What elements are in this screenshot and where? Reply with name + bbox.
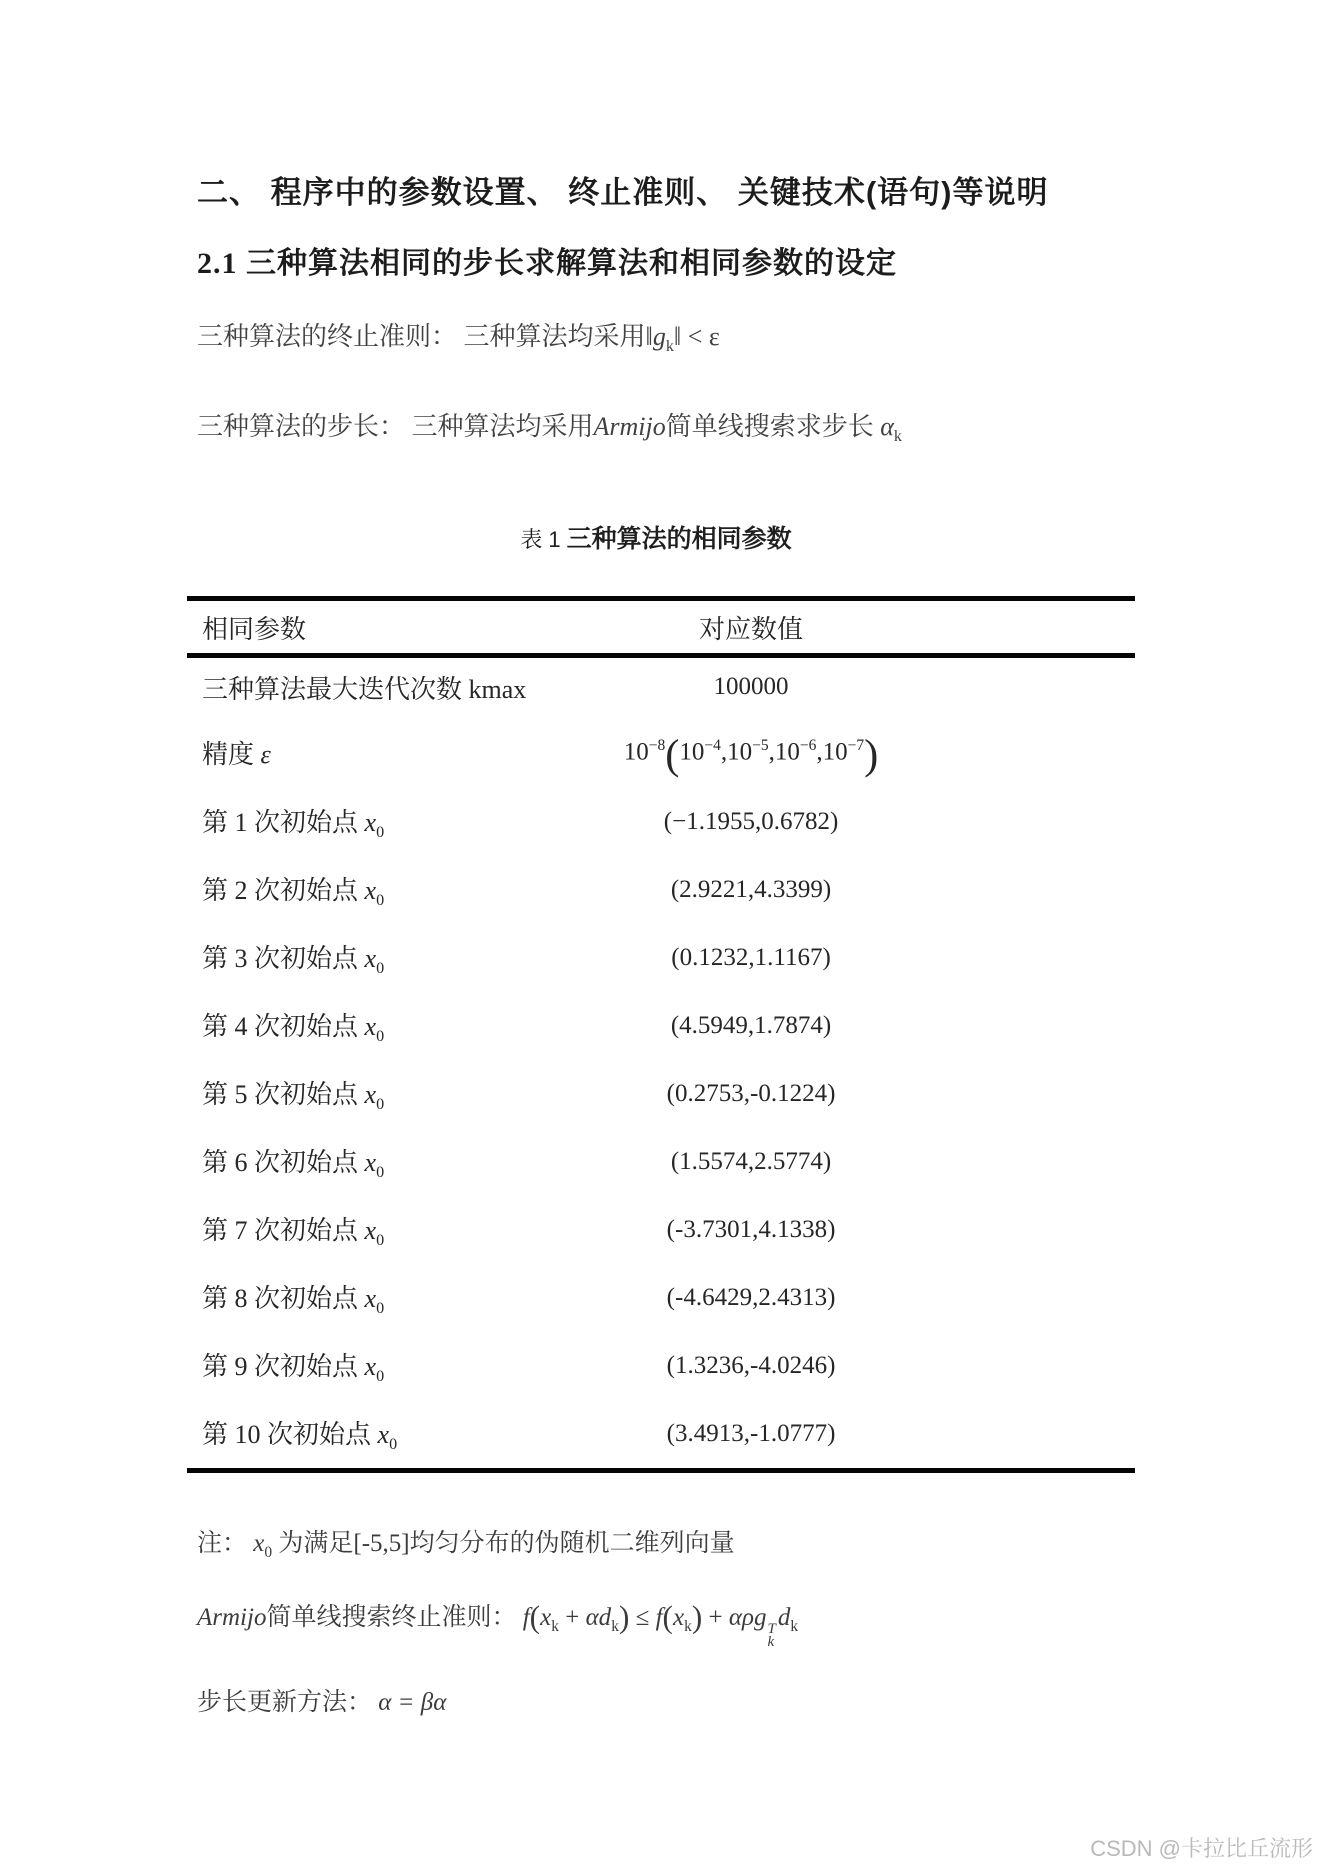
step-length-text — [197, 412, 1145, 447]
parameter-name-cell: 第 5 次初始点 $x_0$ — [202, 1079, 385, 1114]
table-row — [187, 1060, 1135, 1128]
parameter-name-cell: 第 6 次初始点 $x_0$ — [202, 1147, 385, 1182]
x0-symbol: x — [364, 943, 377, 973]
table-row — [187, 992, 1135, 1060]
subsection-heading: 2.1 三种算法相同的步长求解算法和相同参数的设定 — [197, 246, 897, 280]
gradient-symbol: g — [652, 321, 666, 351]
step-text: 三种算法的步长： 三种算法均采用 — [197, 412, 594, 442]
table-row — [187, 788, 1135, 856]
note-random-vector: 注： $x_0$ 为满足[-5,5]均匀分布的伪随机二维列向量 — [197, 1530, 735, 1562]
gradient-subscript: k — [665, 337, 674, 355]
parameter-name-cell: 第 9 次初始点 $x_0$ — [202, 1351, 385, 1386]
parameter-value-cell: 100000 — [713, 673, 789, 701]
parameter-name-cell — [187, 716, 547, 788]
x0-symbol: x — [364, 875, 377, 905]
termination-criterion-text — [197, 322, 1145, 357]
precision-label: 精度 — [202, 739, 261, 769]
parameter-value-cell: $10^{-8}(10^{-4},10^{-5},10^{-6},10^{-7})$ — [623, 732, 879, 780]
table-row — [187, 1332, 1135, 1400]
x0-symbol: x — [364, 1351, 377, 1381]
document-page — [197, 0, 1145, 1718]
parameter-value-cell: (1.3236,-4.0246) — [666, 1352, 836, 1380]
parameter-value-cell: (0.2753,-0.1224) — [666, 1080, 836, 1108]
big-paren-close: ) — [864, 732, 879, 780]
parameter-name-cell: 第 4 次初始点 $x_0$ — [202, 1011, 385, 1046]
parameter-value-cell: (0.1232,1.1167) — [671, 944, 831, 972]
table-row — [187, 1264, 1135, 1332]
table-row — [187, 1196, 1135, 1264]
x0-symbol: x — [364, 1011, 377, 1041]
alpha-subscript: k — [893, 428, 902, 446]
note-armijo-criterion: Armijo简单线搜索终止准则： $f(x_k + \alpha d_k) \le f(x_k) + \alpha\rho g$ T k $d_k$ — [197, 1599, 799, 1650]
parameter-value-cell: (1.5574,2.5774) — [670, 1148, 832, 1176]
table-row-kmax — [187, 656, 1135, 717]
section-heading: 二、 程序中的参数设置、 终止准则、 关键技术(语句)等说明 — [197, 175, 1049, 210]
table-caption-title: 三种算法的相同参数 — [566, 525, 792, 554]
parameter-name-cell: 第 8 次初始点 $x_0$ — [202, 1283, 385, 1318]
x0-symbol: x — [364, 1215, 377, 1245]
parameter-name-cell: 第 1 次初始点 $x_0$ — [202, 807, 385, 842]
g-superscript-subscript: T k — [767, 1620, 776, 1650]
parameter-name-cell: 第 2 次初始点 $x_0$ — [202, 875, 385, 910]
norm-open: ‖ — [645, 321, 653, 351]
x0-symbol: x — [364, 1079, 377, 1109]
table-caption — [187, 519, 1125, 555]
csdn-watermark: CSDN @卡拉比丘流形 — [1090, 1836, 1313, 1861]
termination-text: 三种算法的终止准则： 三种算法均采用 — [197, 321, 646, 351]
x0-symbol: x — [377, 1419, 390, 1449]
table-row — [187, 1128, 1135, 1196]
parameter-name-cell: 第 3 次初始点 $x_0$ — [202, 943, 385, 978]
parameter-name-cell: 第 7 次初始点 $x_0$ — [202, 1215, 385, 1250]
note-step-update: 步长更新方法： α = βα — [197, 1689, 447, 1717]
precision-base: 10 — [623, 738, 649, 766]
column-header-value: 对应数值 — [547, 599, 955, 656]
table-row — [187, 856, 1135, 924]
x0-symbol: x — [364, 1283, 377, 1313]
big-paren-open: ( — [665, 732, 680, 780]
table-row — [187, 1400, 1135, 1471]
parameter-value-cell: (-4.6429,2.4313) — [666, 1284, 836, 1312]
x0-symbol: x — [364, 807, 377, 837]
armijo-word: Armijo — [197, 1603, 267, 1631]
table-row — [187, 924, 1135, 992]
table-caption-label: 表 1 — [520, 527, 561, 553]
x0-symbol: x — [364, 1147, 377, 1177]
precision-exponent: −8 — [648, 737, 666, 755]
parameter-name-cell: 三种算法最大迭代次数 kmax — [202, 674, 527, 704]
alpha-symbol: α — [880, 412, 894, 442]
step-text2: 简单线搜索求步长 — [665, 412, 881, 442]
table-row-precision — [187, 716, 1135, 788]
x0-symbol: x — [253, 1530, 265, 1558]
termination-tail: ‖ < ε — [673, 321, 720, 351]
table-header-row — [187, 599, 1135, 656]
parameters-table — [187, 596, 1135, 1473]
parameter-value-cell: (−1.1955,0.6782) — [663, 808, 839, 836]
epsilon-symbol: ε — [260, 739, 271, 769]
parameter-value-cell: (-3.7301,4.1338) — [666, 1216, 836, 1244]
armijo-word: Armijo — [593, 412, 666, 442]
column-header-parameter: 相同参数 — [187, 599, 547, 656]
parameter-value-cell: (2.9221,4.3399) — [670, 876, 832, 904]
parameter-name-cell: 第 10 次初始点 $x_0$ — [202, 1419, 398, 1454]
parameter-value-cell: (3.4913,-1.0777) — [666, 1420, 836, 1448]
column-header-spacer — [955, 599, 1135, 656]
parameter-value-cell: (4.5949,1.7874) — [670, 1012, 832, 1040]
